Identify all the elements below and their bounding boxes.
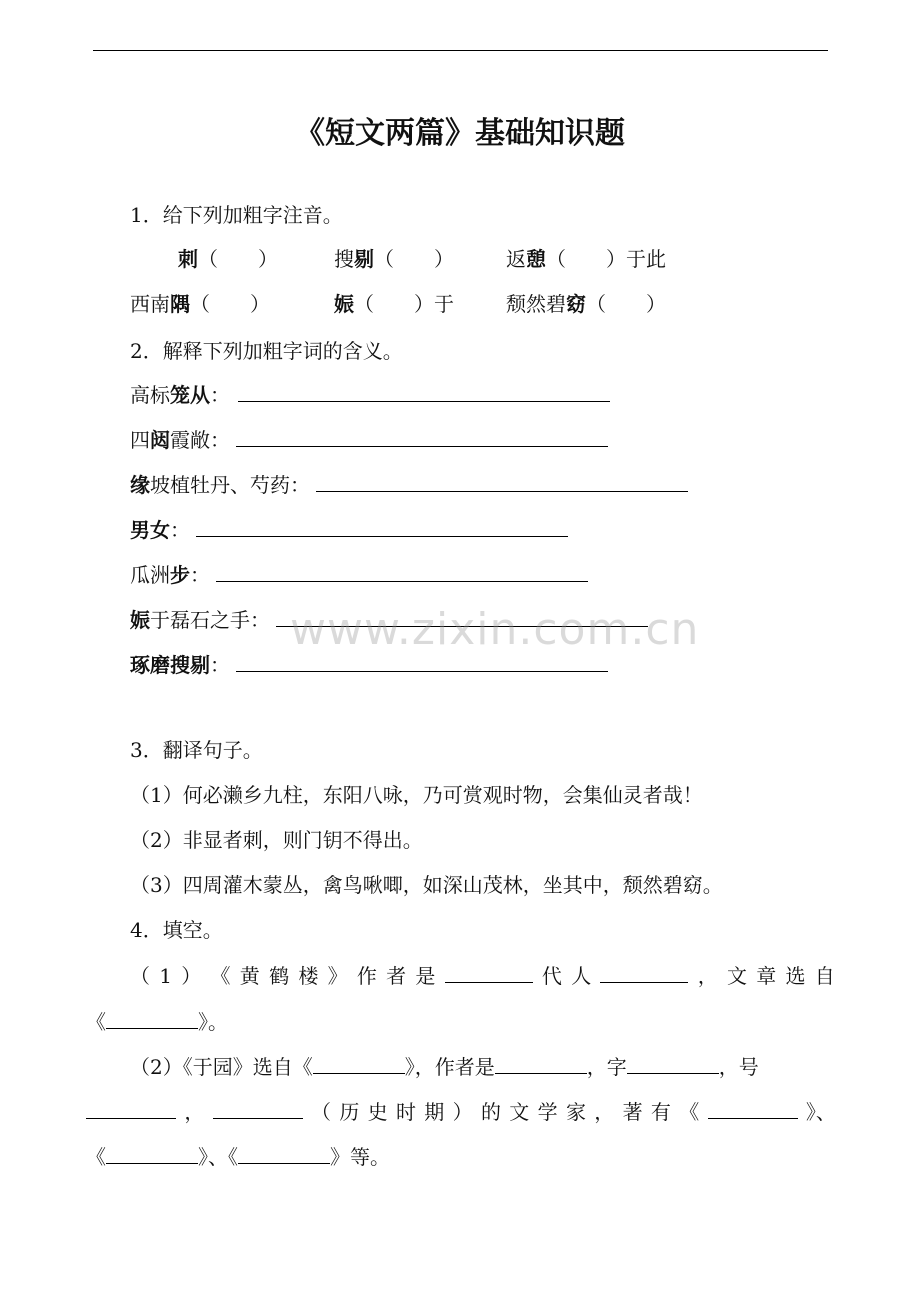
q1-item: 西南隅（ ） <box>130 292 270 316</box>
answer-blank[interactable] <box>495 1053 587 1074</box>
q2-item: 高标笼从： <box>130 381 610 409</box>
answer-blank[interactable] <box>106 1008 198 1029</box>
bold-char: 憩 <box>526 247 546 271</box>
bold-term: 琢磨搜剔 <box>130 653 210 677</box>
q4-item1-line1: （ 1 ） 《 黄 鹤 楼 》 作 者 是 代 人 ， 文 章 选 自 <box>130 964 835 988</box>
q4-prompt: 4．填空。 <box>130 918 223 942</box>
answer-blank[interactable] <box>238 1143 330 1164</box>
q1-item: 返憩（ ）于此 <box>506 247 666 271</box>
q1-prompt: 1．给下列加粗字注音。 <box>130 203 343 227</box>
answer-blank[interactable] <box>445 962 533 983</box>
bold-term: 步 <box>170 563 190 587</box>
answer-blank[interactable] <box>316 471 688 492</box>
answer-blank[interactable] <box>600 962 688 983</box>
answer-blank[interactable] <box>213 1098 303 1119</box>
watermark: www.zixin.com.cn <box>290 604 700 655</box>
q4-item2-line2: ， （ 历 史 时 期 ） 的 文 学 家 ， 著 有 《 》、 <box>86 1098 836 1126</box>
q4-item2-line3: 《 》、《 》等。 <box>86 1145 390 1169</box>
bold-char: 刺 <box>178 247 198 271</box>
bold-term: 缘 <box>130 473 150 497</box>
answer-blank[interactable] <box>238 381 610 402</box>
answer-blank[interactable] <box>196 516 568 537</box>
q2-item: 四闼霞敞： <box>130 426 608 454</box>
answer-blank[interactable] <box>106 1143 198 1164</box>
q3-sentence: （2）非显者刺，则门钥不得出。 <box>130 828 423 852</box>
q2-prompt: 2．解释下列加粗字词的含义。 <box>130 339 403 363</box>
q2-item: 琢磨搜剔： <box>130 651 608 679</box>
bold-char: 隅 <box>170 292 190 316</box>
q3-prompt: 3．翻译句子。 <box>130 738 263 762</box>
q1-item: 颓然碧窈（ ） <box>506 292 666 316</box>
q4-item2-line1: （2）《于园》选自《 》，作者是 ，字 ，号 <box>130 1055 759 1079</box>
q1-item: 搜剔（ ） <box>334 247 454 271</box>
q4-item1-line2: 《 》。 <box>86 1010 228 1034</box>
bold-term: 男女 <box>130 518 170 542</box>
bold-char: 窈 <box>566 292 586 316</box>
header-rule <box>93 50 828 51</box>
answer-blank[interactable] <box>627 1053 719 1074</box>
bold-term: 娠 <box>130 608 150 632</box>
q1-item: 娠（ ）于 <box>334 292 454 316</box>
bold-char: 剔 <box>354 247 374 271</box>
q3-sentence: （3）四周灌木蒙丛，禽鸟啾唧，如深山茂林，坐其中，颓然碧窈。 <box>130 873 723 897</box>
q2-item: 瓜洲步： <box>130 561 588 589</box>
bold-term: 闼 <box>150 428 170 452</box>
bold-term: 笼从 <box>170 383 210 407</box>
answer-blank[interactable] <box>86 1098 176 1119</box>
q2-item: 缘坡植牡丹、芍药： <box>130 471 688 499</box>
q2-item: 娠于磊石之手： <box>130 606 648 634</box>
page-title: 《短文两篇》基础知识题 <box>295 116 625 151</box>
q1-item: 刺（ ） <box>178 247 278 271</box>
answer-blank[interactable] <box>216 561 588 582</box>
bold-char: 娠 <box>334 292 354 316</box>
answer-blank[interactable] <box>313 1053 405 1074</box>
q3-sentence: （1）何必濑乡九柱，东阳八咏，乃可赏观时物，会集仙灵者哉！ <box>130 783 703 807</box>
q2-item: 男女： <box>130 516 568 544</box>
answer-blank[interactable] <box>708 1098 798 1119</box>
answer-blank[interactable] <box>236 426 608 447</box>
